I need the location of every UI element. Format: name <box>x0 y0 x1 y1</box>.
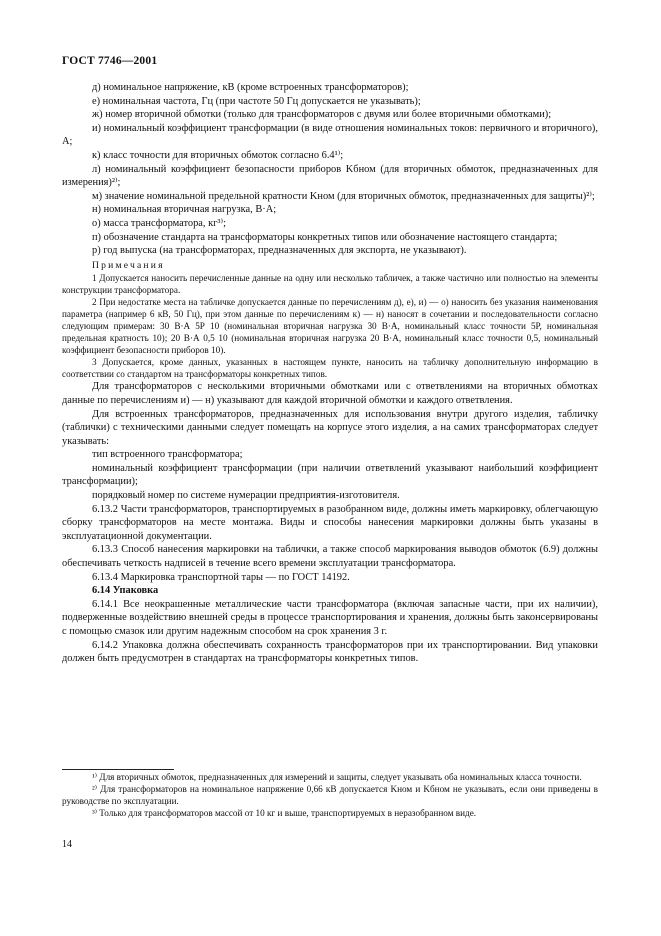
list-item-o: о) масса трансформатора, кг³⁾; <box>92 217 226 229</box>
section-heading-packaging: 6.14 Упаковка <box>92 585 159 597</box>
clause-6-13-4: 6.13.4 Маркировка транспортной тары — по ГОСТ 14192. <box>92 571 350 583</box>
list-item-e: е) номинальная частота, Гц (при частоте 50 Гц допускается не указывать); <box>92 95 421 107</box>
list-item-r: р) год выпуска (на трансформаторах, предназначенных для экспорта, не указывают). <box>92 245 467 257</box>
list-item-k: к) класс точности для вторичных обмоток согласно 6.4¹⁾; <box>92 149 344 161</box>
paragraph-built-in: Для встроенных трансформаторов, предназначенных для использования внутри другого изделия, табличку (таблички) с техническими данными следует помещать на корпусе этого изделия, а на самих трансформаторах следует указывать: <box>62 408 598 447</box>
clause-6-13-2: 6.13.2 Части трансформаторов, транспортируемых в разобранном виде, должны иметь маркировку, облегчающую сборку трансформаторов на месте монтажа. Виды и способы нанесения маркировки должны быть указаны в эксплуатационной документации. <box>62 503 598 542</box>
paragraph-type: тип встроенного трансформатора; <box>92 449 243 461</box>
footnote-2: ²⁾ Для трансформаторов на номинальное напряжение 0,66 кВ допускается Kном и Kбном не указывать, если они приведены в руководстве по эксплуатации. <box>62 784 598 806</box>
clause-6-13-3: 6.13.3 Способ нанесения маркировки на таблички, а также способ маркирования выводов обмоток (6.9) должны обеспечивать четкость надписей в течение всего времени эксплуатации трансформатора. <box>62 544 598 570</box>
list-item-d: д) номинальное напряжение, кВ (кроме встроенных трансформаторов); <box>92 82 409 93</box>
document-header: ГОСТ 7746—2001 <box>62 55 158 67</box>
list-item-i: и) номинальный коэффициент трансформации (в виде отношения номинальных токов: первичного и вторичного), А; <box>62 122 598 148</box>
note-2: 2 При недостатке места на табличке допускается данные по перечислениям д), е), и) — о) наносить без указания наименования параметра (например 6 кВ, 50 Гц), при этом данные по перечислениям к) — н) наносят в сочетании и последовательности согласно следующим примерам: 30 В·А 5Р 10 (номинальная вторичная нагрузка 30 В·А, номинальный класс точности 5Р, номинальная предельная кратность 10); 20 В·А 0,5 10 (номинальная вторичная нагрузка 20 В·А, номинальный класс точности 0,5, номинальный коэффициент безопасности приборов 10). <box>62 297 598 356</box>
clause-6-14-2: 6.14.2 Упаковка должна обеспечивать сохранность трансформаторов при их транспортировании. Вид упаковки должен быть предусмотрен в стандартах на трансформаторы конкретных типов. <box>62 639 598 665</box>
paragraph-serial: порядковый номер по системе нумерации предприятия-изготовителя. <box>92 490 400 502</box>
note-1: 1 Допускается наносить перечисленные данные на одну или несколько табличек, а также частично или полностью на элементы конструкции трансформатора. <box>62 273 598 296</box>
footnote-1: ¹⁾ Для вторичных обмоток, предназначенных для измерений и защиты, следует указывать оба номинальных класса точности. <box>92 772 582 782</box>
footnote-separator <box>62 769 174 770</box>
footnote-3: ³⁾ Только для трансформаторов массой от 10 кг и выше, транспортируемых в неразобранном виде. <box>92 808 477 818</box>
paragraph-multi-windings: Для трансформаторов с несколькими вторичными обмотками или с ответвлениями на вторичных обмотках данные по перечислениям и) — н) указывают для каждой вторичной обмотки и каждого ответвления. <box>62 381 598 406</box>
list-item-m: м) значение номинальной предельной кратности Kном (для вторичных обмоток, предназначенных для защиты)²⁾; <box>92 190 595 202</box>
list-item-p: п) обозначение стандарта на трансформаторы конкретных типов или обозначение настоящего стандарта; <box>92 231 558 243</box>
note-3: 3 Допускается, кроме данных, указанных в настоящем пункте, наносить на табличку дополнительную информацию в соответствии со стандартом на трансформаторы конкретных типов. <box>62 357 598 380</box>
list-item-l: л) номинальный коэффициент безопасности приборов Kбном (для вторичных обмоток, предназначенных для измерения)²⁾; <box>62 163 598 189</box>
list-item-n: н) номинальная вторичная нагрузка, В·А; <box>92 204 277 216</box>
paragraph-ratio: номинальный коэффициент трансформации (при наличии ответвлений указывают наибольший коэффициент трансформации); <box>62 462 598 488</box>
document-body <box>62 81 598 666</box>
list-item-zh: ж) номер вторичной обмотки (только для трансформаторов с двумя или более вторичными обмотками); <box>92 109 552 121</box>
clause-6-14-1: 6.14.1 Все неокрашенные металлические части трансформатора (включая запасные части, при их наличии), подверженные воздействию внешней среды в процессе транспортирования и хранения, должны быть законсервированы с помощью смазок или другим надежным способом на срок хранения 3 г. <box>62 598 598 637</box>
notes-title: Примечания <box>92 259 165 271</box>
page-number: 14 <box>62 839 72 850</box>
footnotes <box>62 771 598 819</box>
